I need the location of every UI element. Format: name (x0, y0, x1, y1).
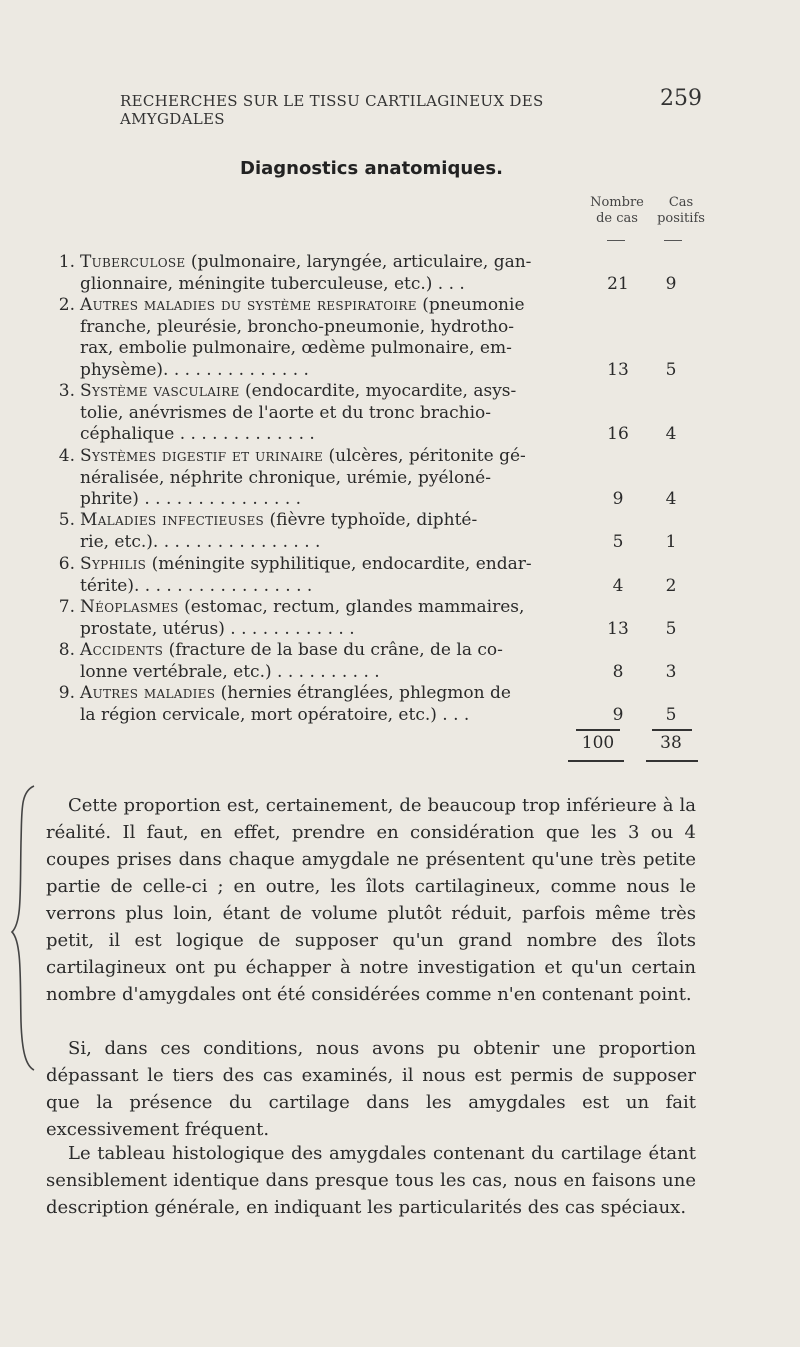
row-category: Maladies infectieuses (80, 510, 265, 530)
row-nombre: 21 (607, 274, 629, 294)
table-row (45, 252, 725, 296)
row-description (80, 683, 585, 726)
running-title: RECHERCHES SUR LE TISSU CARTILAGINEUX DES AMYGDALES (120, 92, 544, 128)
row-line: prostate, utérus) . . . . . . . . . . . . (80, 618, 355, 639)
row-nombre: 4 (612, 576, 624, 596)
row-line: franche, pleurésie, broncho-pneumonie, hydrotho- (80, 316, 515, 337)
row-number: 5. (58, 510, 75, 530)
total-rule-bottom (646, 760, 698, 762)
row-description (80, 510, 585, 553)
row-line: phrite) . . . . . . . . . . . . . . . (80, 489, 302, 510)
total-nombre: 100 (581, 733, 615, 753)
row-number: 6. (58, 554, 75, 574)
row-nombre: 13 (607, 360, 629, 380)
row-line: rie, etc.). . . . . . . . . . . . . . . . (80, 531, 321, 552)
table-row (45, 295, 725, 383)
row-line: térite). . . . . . . . . . . . . . . . . (80, 575, 313, 596)
row-line: physème). . . . . . . . . . . . . . (80, 359, 309, 380)
row-positifs: 5 (665, 619, 677, 639)
row-positifs: 2 (665, 576, 677, 596)
table-row (45, 597, 725, 641)
total-rule-bottom (568, 760, 624, 762)
page-number: 259 (660, 86, 702, 111)
row-line: (estomac, rectum, glandes mammaires, (178, 597, 525, 617)
row-line: néralisée, néphrite chronique, urémie, pyéloné- (80, 467, 491, 488)
row-line: céphalique . . . . . . . . . . . . . (80, 424, 315, 445)
row-number: 7. (58, 597, 75, 617)
section-title: Diagnostics anatomiques. (240, 158, 503, 179)
row-positifs: 1 (665, 532, 677, 552)
column-dash (607, 240, 625, 241)
row-line: (endocardite, myocardite, asys- (239, 381, 517, 401)
row-positifs: 5 (665, 360, 677, 380)
row-number: 8. (58, 640, 75, 660)
row-description (80, 381, 585, 446)
column-header-positifs (646, 195, 716, 227)
row-line: (fracture de la base du crâne, de la co- (163, 640, 503, 660)
row-line: (hernies étranglées, phlegmon de (215, 683, 511, 703)
row-nombre: 5 (612, 532, 624, 552)
row-number: 2. (58, 295, 75, 315)
row-category: Tuberculose (80, 252, 186, 272)
row-positifs: 4 (665, 424, 677, 444)
row-nombre: 8 (612, 662, 624, 682)
row-description (80, 295, 585, 381)
margin-bracket-mark (6, 782, 36, 1072)
column-header-nombre-line2: de cas (596, 211, 638, 226)
row-description (80, 252, 585, 295)
row-description (80, 446, 585, 511)
table-row (45, 381, 725, 447)
row-nombre: 16 (607, 424, 629, 444)
row-positifs: 4 (665, 489, 677, 509)
table-row (45, 510, 725, 554)
row-category: Systèmes digestif et urinaire (80, 446, 324, 466)
row-description (80, 554, 585, 597)
row-line: (fièvre typhoïde, diphté- (264, 510, 478, 530)
column-header-positifs-line2: positifs (657, 211, 705, 226)
row-category: Néoplasmes (80, 597, 179, 617)
row-nombre: 9 (612, 489, 624, 509)
row-number: 4. (58, 446, 75, 466)
paragraph-text: Si, dans ces conditions, nous avons pu obtenir une proportion dépassant le tiers des cas examinés, il nous est permis de supposer que la présence du cartilage dans les amygdales est un fait excessivement fréquent. (46, 1038, 696, 1140)
row-line: lonne vertébrale, etc.) . . . . . . . . . . (80, 661, 380, 682)
row-category: Système vasculaire (80, 381, 240, 401)
row-nombre: 9 (612, 705, 624, 725)
total-rule-top (576, 729, 620, 731)
row-line: (méningite syphilitique, endocardite, endar- (146, 554, 532, 574)
row-description (80, 640, 585, 683)
row-line: (ulcères, péritonite gé- (323, 446, 526, 466)
row-description (80, 597, 585, 640)
table-row (45, 640, 725, 684)
total-positifs: 38 (660, 733, 682, 753)
column-header-nombre (582, 195, 652, 227)
paragraph-text: Le tableau histologique des amygdales contenant du cartilage étant sensiblement identique dans presque tous les cas, nous en faisons une description générale, en indiquant les particularités des cas spéciaux. (46, 1143, 696, 1218)
row-line: tolie, anévrismes de l'aorte et du tronc brachio- (80, 402, 492, 423)
row-line: (pneumonie (416, 295, 525, 315)
column-header-nombre-line1: Nombre (590, 195, 644, 210)
row-positifs: 9 (665, 274, 677, 294)
table-row (45, 446, 725, 512)
row-category: Accidents (80, 640, 164, 660)
row-category: Autres maladies (80, 683, 216, 703)
body-paragraph-1 (46, 792, 696, 1008)
table-row (45, 683, 725, 727)
paragraph-text: Cette proportion est, certainement, de beaucoup trop inférieure à la réalité. Il faut, en effet, prendre en considération que les 3 ou 4 coupes prises dans chaque amygdale ne présentent qu'une très petite partie de celle-ci ; en outre, les îlots cartilagineux, comme nous le verrons plus loin, étant de volume plutôt réduit, parfois même très petit, il est logique de supposer qu'un grand nombre des îlots cartilagineux ont pu échapper à notre investigation et qu'un certain nombre d'amygdales ont été considérées comme n'en contenant point. (46, 795, 696, 1005)
row-line: (pulmonaire, laryngée, articulaire, gan- (185, 252, 532, 272)
body-paragraph-2 (46, 1035, 696, 1143)
column-dash (664, 240, 682, 241)
row-line: la région cervicale, mort opératoire, etc.) . . . (80, 704, 470, 725)
row-positifs: 5 (665, 705, 677, 725)
row-positifs: 3 (665, 662, 677, 682)
row-category: Autres maladies du système respiratoire (80, 295, 417, 315)
row-number: 1. (58, 252, 75, 272)
row-category: Syphilis (80, 554, 147, 574)
row-line: rax, embolie pulmonaire, œdème pulmonaire, em- (80, 338, 512, 359)
table-row (45, 554, 725, 598)
row-line: glionnaire, méningite tuberculeuse, etc.) . . . (80, 273, 465, 294)
row-nombre: 13 (607, 619, 629, 639)
row-number: 9. (58, 683, 75, 703)
row-number: 3. (58, 381, 75, 401)
total-rule-top (652, 729, 692, 731)
body-paragraph-3 (46, 1140, 696, 1221)
column-header-positifs-line1: Cas (668, 195, 694, 210)
